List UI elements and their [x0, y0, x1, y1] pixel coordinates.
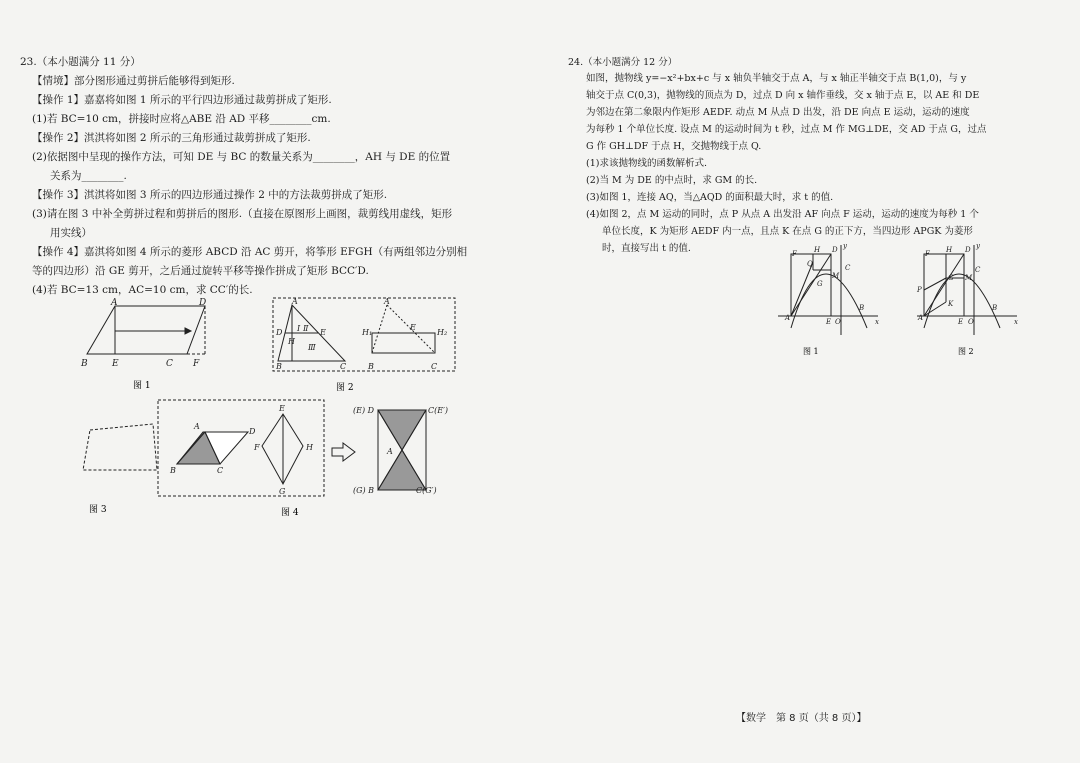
q23-line: 【操作 1】嘉嘉将如图 1 所示的平行四边形通过裁剪拼成了矩形. [32, 94, 332, 106]
svg-text:F: F [193, 359, 200, 369]
svg-text:D: D [832, 246, 838, 254]
svg-text:y: y [843, 242, 847, 250]
svg-text:C: C [217, 466, 224, 475]
svg-text:C: C [340, 362, 347, 371]
svg-text:A: A [384, 297, 390, 306]
svg-text:A: A [387, 447, 393, 456]
svg-text:F: F [925, 250, 930, 258]
svg-text:P: P [917, 286, 922, 294]
figure-4-label: 图 4 [281, 508, 299, 518]
figure-1-parallelogram [75, 296, 225, 396]
svg-text:x: x [1014, 318, 1018, 326]
svg-text:C: C [166, 359, 173, 369]
q23-line: 关系为________. [50, 170, 127, 182]
svg-text:A: A [111, 298, 118, 308]
svg-text:(G) B: (G) B [353, 486, 375, 495]
svg-text:E: E [112, 359, 119, 369]
q24-figure-1-parabola [773, 240, 885, 360]
q23-line: 用实线） [50, 227, 92, 239]
svg-text:E: E [958, 318, 964, 326]
svg-text:F: F [254, 443, 260, 452]
q24-line: (4)如图 2，点 M 运动的同时，点 P 从点 A 出发沿 AF 向点 F 运动，运动的速度为每秒 1 个 [586, 209, 979, 220]
svg-text:H: H [288, 337, 295, 346]
q24-line: (1)求该抛物线的函数解析式. [586, 158, 707, 169]
svg-text:M: M [965, 274, 973, 282]
svg-text:G: G [948, 274, 954, 282]
figure-3-quadrilateral [75, 418, 165, 518]
svg-text:H: H [946, 246, 953, 254]
svg-text:E: E [320, 328, 326, 337]
svg-text:Q: Q [807, 260, 813, 268]
figure-2-triangle [270, 295, 460, 400]
svg-text:A: A [194, 422, 200, 431]
svg-text:B: B [368, 362, 374, 371]
q24-line: (2)当 M 为 DE 的中点时，求 GM 的长. [586, 175, 758, 186]
svg-text:E: E [279, 404, 285, 413]
q24-figure-2-label: 图 2 [958, 347, 974, 356]
q24-figure-1-label: 图 1 [803, 347, 819, 356]
svg-text:H₁: H₁ [362, 328, 373, 337]
svg-text:A: A [292, 297, 298, 306]
svg-text:A: A [918, 314, 924, 322]
q24-line: 轴交于点 C(0,3)，抛物线的顶点为 D，过点 D 向 x 轴作垂线，交 x 轴于点 E，以 AE 和 DE [586, 90, 980, 101]
svg-text:Ⅲ: Ⅲ [308, 343, 316, 352]
q24-line: 时，直接写出 t 的值. [602, 243, 691, 254]
svg-text:E: E [826, 318, 832, 326]
q24-line: G 作 GH⊥DF 于点 H，交抛物线于点 Q. [586, 141, 762, 152]
q24-line: (3)如图 1，连接 AQ，当△AQD 的面积最大时，求 t 的值. [586, 192, 834, 203]
svg-text:C(E′): C(E′) [428, 406, 449, 415]
svg-text:D: D [199, 298, 207, 308]
q24-figure-2-parabola [912, 240, 1024, 360]
q23-line: 【情境】部分图形通过剪拼后能够得到矩形. [32, 75, 235, 87]
figure-3-label: 图 3 [89, 505, 107, 515]
svg-text:D: D [965, 246, 971, 254]
svg-text:(E) D: (E) D [353, 406, 375, 415]
svg-text:H₂: H₂ [437, 328, 448, 337]
q24-line: 如图，抛物线 y=−x²+bx+c 与 x 轴负半轴交于点 A，与 x 轴正半轴交于点 B(1,0)，与 y [586, 73, 967, 84]
q23-header: 23.（本小题满分 11 分） [20, 56, 141, 68]
svg-text:B: B [170, 466, 176, 475]
svg-text:A: A [785, 314, 791, 322]
svg-text:O: O [835, 318, 841, 326]
q23-line: (2)依据图中呈现的操作方法，可知 DE 与 BC 的数量关系为________，AH 与 DE 的位置 [32, 151, 451, 163]
figure-1-label: 图 1 [133, 381, 151, 391]
svg-text:B: B [81, 359, 88, 369]
page-footer: 【数学 第 8 页（共 8 页）】 [736, 713, 867, 724]
svg-text:x: x [875, 318, 879, 326]
svg-text:C: C [431, 362, 438, 371]
q23-line: 【操作 3】淇淇将如图 3 所示的四边形通过操作 2 中的方法裁剪拼成了矩形. [32, 189, 388, 201]
svg-text:D: D [276, 328, 283, 337]
svg-text:E: E [410, 323, 416, 332]
q23-line: 【操作 4】嘉淇将如图 4 所示的菱形 ABCD 沿 AC 剪开，将筝形 EFGH（有两组邻边分别相 [32, 246, 468, 258]
svg-text:H: H [814, 246, 821, 254]
svg-text:H: H [306, 443, 313, 452]
q23-line: (1)若 BC=10 cm，拼接时应将△ABE 沿 AD 平移________cm. [32, 113, 331, 125]
svg-text:Ⅱ: Ⅱ [303, 324, 309, 333]
svg-text:M: M [832, 272, 840, 280]
svg-text:C: C [845, 264, 851, 272]
svg-text:C: C [975, 266, 981, 274]
figure-4-rhombus-kite [155, 396, 455, 521]
svg-text:y: y [976, 242, 980, 250]
svg-text:F: F [792, 250, 797, 258]
svg-text:D: D [249, 427, 256, 436]
svg-text:B: B [992, 304, 998, 312]
svg-text:K: K [948, 300, 954, 308]
q23-line: 等的四边形）沿 GE 剪开，之后通过旋转平移等操作拼成了矩形 BCC′D. [32, 265, 369, 277]
q24-line: 为邻边在第二象限内作矩形 AEDF. 动点 M 从点 D 出发，沿 DE 向点 E 运动，运动的速度 [586, 107, 970, 118]
svg-text:C(G′): C(G′) [416, 486, 437, 495]
svg-text:G: G [279, 487, 286, 496]
q23-line: (4)若 BC=13 cm，AC=10 cm，求 CC′的长. [32, 284, 253, 296]
svg-text:B: B [276, 362, 282, 371]
q23-line: 【操作 2】淇淇将如图 2 所示的三角形通过裁剪拼成了矩形. [32, 132, 311, 144]
q24-line: 为每秒 1 个单位长度. 设点 M 的运动时间为 t 秒，过点 M 作 MG⊥DE，交 AD 于点 G，过点 [586, 124, 987, 135]
q23-line: (3)请在图 3 中补全剪拼过程和剪拼后的图形.（直接在原图形上画图，裁剪线用虚线，矩形 [32, 208, 453, 220]
svg-text:Ⅰ: Ⅰ [297, 324, 301, 333]
q24-header: 24.（本小题满分 12 分） [568, 57, 678, 68]
q24-line: 单位长度，K 为矩形 AEDF 内一点，且点 K 在点 G 的正下方，当四边形 APGK 为菱形 [602, 226, 973, 237]
svg-text:O: O [968, 318, 974, 326]
figure-2-label: 图 2 [336, 383, 354, 393]
svg-text:G: G [817, 280, 823, 288]
svg-text:B: B [859, 304, 865, 312]
